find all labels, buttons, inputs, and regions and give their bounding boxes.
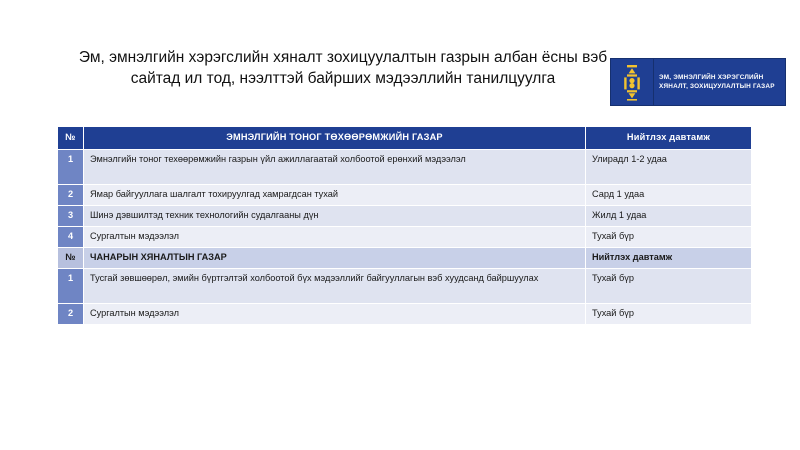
subheader-department: ЧАНАРЫН ХЯНАЛТЫН ГАЗАР [84,247,586,268]
organization-logo [610,58,786,106]
row-frequency: Улирадл 1-2 удаа [586,149,752,184]
row-description: Шинэ дэвшилтэд техник технологийн судалгааны дүн [84,205,586,226]
row-number: 3 [58,205,84,226]
row-number: 2 [58,303,84,324]
page-title: Эм, эмнэлгийн хэрэгслийн хяналт зохицуулалтын газрын албан ёсны вэб сайтад ил тод, нээлттэй байрших мэдээллийн танилцуулга [78,49,608,87]
subheader-number: № [58,247,84,268]
column-header-department: ЭМНЭЛГИЙН ТОНОГ ТӨХӨӨРӨМЖИЙН ГАЗАР [84,127,586,150]
table-header-row [58,127,752,150]
table-row [58,226,752,247]
row-frequency: Тухай бүр [586,268,752,303]
row-description: Тусгай зөвшөөрөл, эмийн бүртгэлтэй холбоотой бүх мэдээллийг байгууллагын вэб хуудсанд байршуулах [84,268,586,303]
table-grid [57,126,752,325]
table-body [58,127,752,325]
row-frequency: Жилд 1 удаа [586,205,752,226]
row-description: Эмнэлгийн тоног техөөрөмжийн газрын үйл ажиллагаатай холбоотой ерөнхий мэдээлэл [84,149,586,184]
row-number: 2 [58,184,84,205]
row-frequency: Тухай бүр [586,226,752,247]
row-description: Ямар байгууллага шалгалт тохируулгад хамрагдсан тухай [84,184,586,205]
row-frequency: Сард 1 удаа [586,184,752,205]
column-header-frequency: Нийтлэх давтамж [586,127,752,150]
row-number: 4 [58,226,84,247]
row-description: Сургалтын мэдээлэл [84,303,586,324]
table-row [58,149,752,184]
table-row [58,205,752,226]
table-row [58,268,752,303]
column-header-number: № [58,127,84,150]
soyombo-emblem-icon [610,58,654,106]
table-row [58,184,752,205]
subheader-frequency: Нийтлэх давтамж [586,247,752,268]
table-subheader-row [58,247,752,268]
slide-header [0,0,800,118]
logo-org-line-2: ХЯНАЛТ, ЗОХИЦУУЛАЛТЫН ГАЗАР [659,83,775,90]
row-description: Сургалтын мэдээлэл [84,226,586,247]
logo-text-block [654,58,786,106]
logo-org-line-1: ЭМ, ЭМНЭЛГИЙН ХЭРЭГСЛИЙН [659,73,764,81]
information-table [57,126,751,325]
table-row [58,303,752,324]
row-number: 1 [58,149,84,184]
row-number: 1 [58,268,84,303]
row-frequency: Тухай бүр [586,303,752,324]
